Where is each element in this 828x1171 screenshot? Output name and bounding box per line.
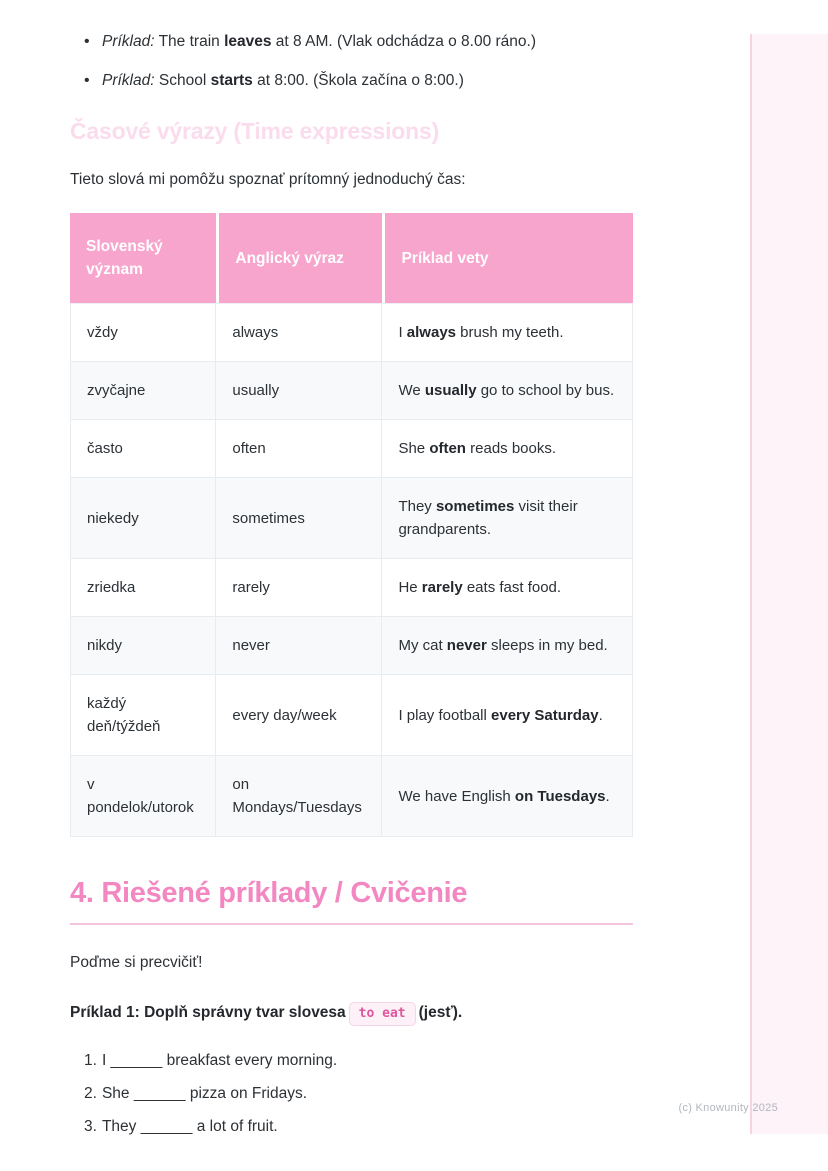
cell-slovak: často: [70, 420, 216, 478]
table-row: [70, 617, 633, 675]
example-text: at 8 AM. (Vlak odchádza o 8.00 ráno.): [271, 33, 537, 50]
cell-english: sometimes: [216, 478, 382, 559]
example-text: at 8:00. (Škola začína o 8:00.): [252, 72, 464, 89]
example-bold: starts: [210, 72, 253, 89]
item-number: 2.: [84, 1085, 97, 1102]
cell-slovak: každý deň/týždeň: [70, 675, 216, 756]
list-item: [102, 69, 633, 92]
table-row: [70, 303, 633, 362]
document-content: [70, 30, 633, 1148]
cell-example: I play football every Saturday.: [382, 675, 633, 756]
cell-english: often: [216, 420, 382, 478]
example-bold: leaves: [224, 33, 272, 50]
cell-slovak: zriedka: [70, 559, 216, 617]
column-header-english: Anglický výraz: [216, 213, 382, 303]
prompt-text: Príklad 1: Doplň správny tvar slovesa: [70, 1004, 346, 1021]
time-expressions-table: [70, 213, 633, 837]
cell-slovak: niekedy: [70, 478, 216, 559]
example-text: The train: [154, 33, 225, 50]
example-label: Príklad:: [102, 72, 155, 89]
cell-english: never: [216, 617, 382, 675]
table-row: [70, 420, 633, 478]
watermark: (c) Knowunity 2025: [678, 1102, 778, 1114]
table-row: [70, 559, 633, 617]
table-row: [70, 362, 633, 420]
item-number: 1.: [84, 1052, 97, 1069]
cell-example: We have English on Tuesdays.: [382, 756, 633, 837]
page-edge-stripe: [750, 34, 828, 1134]
table-row: [70, 675, 633, 756]
section-divider: [70, 923, 633, 925]
cell-example: She often reads books.: [382, 420, 633, 478]
cell-example: We usually go to school by bus.: [382, 362, 633, 420]
table-header-row: [70, 213, 633, 303]
exercise-list: [70, 1049, 633, 1138]
item-text: She ______ pizza on Fridays.: [101, 1085, 308, 1102]
section-heading-exercises: 4. Riešené príklady / Cvičenie: [70, 877, 468, 909]
item-number: 3.: [84, 1118, 97, 1135]
intro-paragraph: Tieto slová mi pomôžu spoznať prítomný jednoduchý čas:: [70, 171, 466, 188]
cell-english: rarely: [216, 559, 382, 617]
cell-slovak: nikdy: [70, 617, 216, 675]
cell-example: My cat never sleeps in my bed.: [382, 617, 633, 675]
code-chip: to eat: [349, 1002, 416, 1026]
list-item: [102, 30, 633, 53]
table-row: [70, 478, 633, 559]
cell-english: on Mondays/Tuesdays: [216, 756, 382, 837]
example-list: [70, 30, 633, 92]
cell-slovak: zvyčajne: [70, 362, 216, 420]
cell-english: usually: [216, 362, 382, 420]
cell-slovak: v pondelok/utorok: [70, 756, 216, 837]
list-item: [84, 1049, 633, 1072]
list-item: [84, 1082, 633, 1105]
cell-slovak: vždy: [70, 303, 216, 362]
section-heading-time-expressions: Časové výrazy (Time expressions): [70, 118, 440, 144]
table-row: [70, 756, 633, 837]
lead-paragraph: Poďme si precvičiť!: [70, 954, 203, 971]
example-label: Príklad:: [102, 33, 155, 50]
cell-example: I always brush my teeth.: [382, 303, 633, 362]
column-header-example: Príklad vety: [382, 213, 633, 303]
cell-english: always: [216, 303, 382, 362]
prompt-text: (jesť).: [418, 1004, 463, 1021]
list-item: [84, 1115, 633, 1138]
column-header-slovak: Slovenský význam: [70, 213, 216, 303]
item-text: I ______ breakfast every morning.: [101, 1052, 338, 1069]
cell-example: He rarely eats fast food.: [382, 559, 633, 617]
cell-english: every day/week: [216, 675, 382, 756]
example-text: School: [154, 72, 211, 89]
item-text: They ______ a lot of fruit.: [101, 1118, 278, 1135]
cell-example: They sometimes visit their grandparents.: [382, 478, 633, 559]
exercise-prompt: [70, 1000, 633, 1026]
